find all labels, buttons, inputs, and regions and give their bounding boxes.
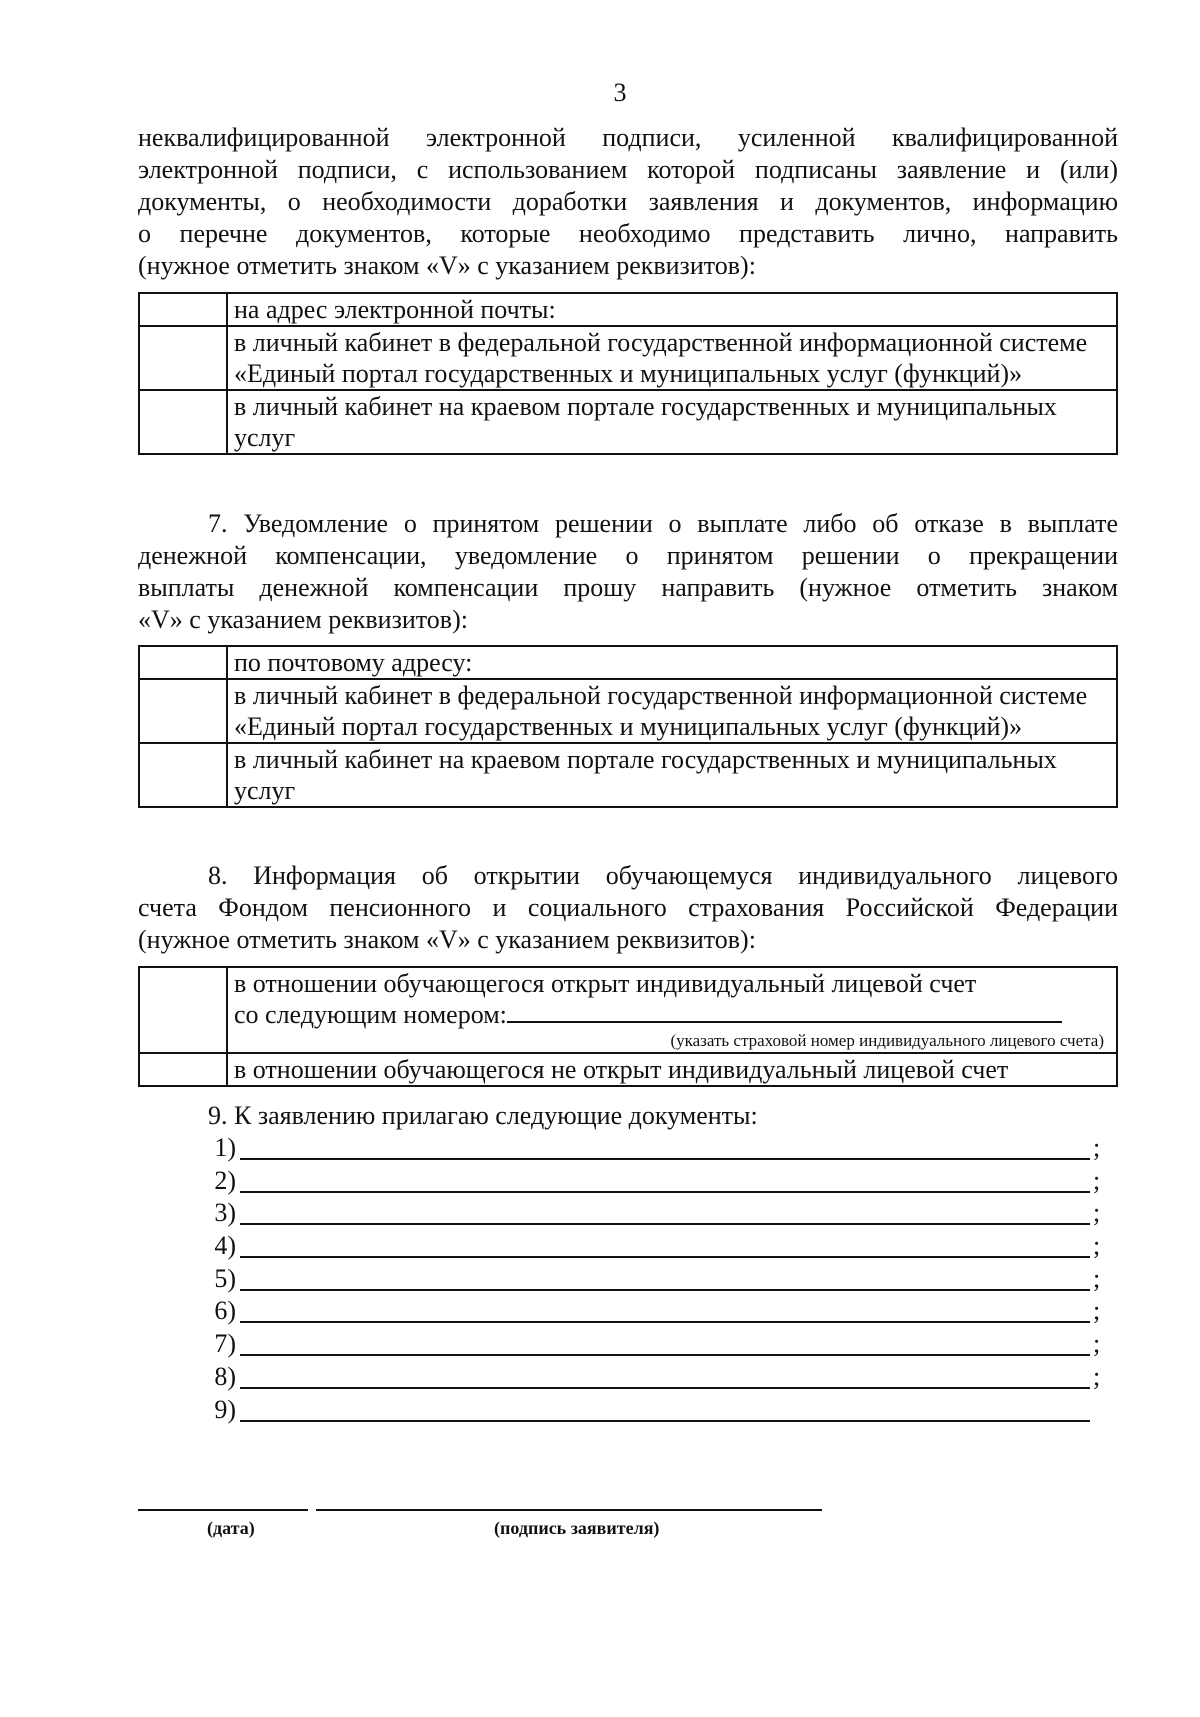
document-field[interactable] <box>240 1354 1090 1356</box>
item-terminator: ; <box>1093 1361 1101 1391</box>
signature-field[interactable] <box>316 1509 822 1511</box>
list-item <box>200 1296 1110 1329</box>
document-field[interactable] <box>240 1158 1090 1160</box>
option-text: на адрес электронной почты: <box>227 293 1117 326</box>
checkbox-cell[interactable] <box>139 679 227 743</box>
list-item <box>200 1231 1110 1264</box>
list-item <box>200 1362 1110 1395</box>
document-field[interactable] <box>240 1256 1090 1258</box>
intro-paragraph <box>138 122 1118 282</box>
section-8-line: 8. Информация об открытии обучающемуся индивидуального лицевого <box>208 861 1118 890</box>
item-terminator: ; <box>1093 1263 1101 1293</box>
section-7-line: денежной компенсации, уведомление о принятом решении о прекращении <box>138 541 1118 570</box>
item-number: 4) <box>214 1231 236 1261</box>
option-text: в личный кабинет в федеральной государственной информационной системе «Единый портал государственных и муниципальных услуг (функций)» <box>227 326 1117 390</box>
option-text: в отношении обучающегося не открыт индивидуальный лицевой счет <box>227 1053 1117 1086</box>
section-7-paragraph <box>138 508 1118 636</box>
account-options-table <box>138 966 1118 1087</box>
account-number-field[interactable] <box>507 999 1062 1023</box>
page-number: 3 <box>613 78 627 107</box>
date-caption: (дата) <box>207 1518 255 1538</box>
list-item <box>200 1264 1110 1297</box>
document-field[interactable] <box>240 1321 1090 1323</box>
signature-caption: (подпись заявителя) <box>494 1518 660 1538</box>
section-8-paragraph <box>138 860 1118 956</box>
option-text: по почтовому адресу: <box>227 646 1117 679</box>
date-field[interactable] <box>138 1509 308 1511</box>
document-field[interactable] <box>240 1420 1090 1422</box>
list-item <box>200 1198 1110 1231</box>
document-field[interactable] <box>240 1289 1090 1291</box>
checkbox-cell[interactable] <box>139 293 227 326</box>
intro-line: о перечне документов, которые необходимо представить лично, направить <box>138 219 1118 248</box>
section-8-line: (нужное отметить знаком «V» с указанием реквизитов): <box>138 925 756 954</box>
item-number: 6) <box>214 1296 236 1326</box>
account-number-label: со следующим номером: <box>234 1000 507 1029</box>
intro-line: (нужное отметить знаком «V» с указанием реквизитов): <box>138 251 756 280</box>
section-7-line: выплаты денежной компенсации прошу направить (нужное отметить знаком <box>138 573 1118 602</box>
item-terminator: ; <box>1093 1165 1101 1195</box>
account-opened-text: в отношении обучающегося открыт индивидуальный лицевой счет <box>234 969 977 998</box>
list-item <box>200 1133 1110 1166</box>
item-terminator: ; <box>1093 1198 1101 1228</box>
intro-line: неквалифицированной электронной подписи, усиленной квалифицированной <box>138 123 1118 152</box>
intro-line: электронной подписи, с использованием которой подписаны заявление и (или) <box>138 155 1118 184</box>
item-number: 7) <box>214 1329 236 1359</box>
section-7-line: 7. Уведомление о принятом решении о выплате либо об отказе в выплате <box>208 509 1118 538</box>
item-number: 1) <box>214 1133 236 1162</box>
intro-line: документы, о необходимости доработки заявления и документов, информацию <box>138 187 1118 216</box>
section-9-heading: 9. К заявлению прилагаю следующие документы: <box>208 1101 758 1130</box>
item-terminator: ; <box>1093 1296 1101 1326</box>
item-number: 9) <box>214 1394 236 1424</box>
attached-documents-list <box>200 1133 1110 1427</box>
section-8-line: счета Фондом пенсионного и социального страхования Российской Федерации <box>138 893 1118 922</box>
checkbox-cell[interactable] <box>139 390 227 454</box>
table-row <box>139 967 1117 1053</box>
account-number-line <box>234 999 1110 1030</box>
table-row <box>139 390 1117 454</box>
list-item <box>200 1329 1110 1362</box>
item-number: 3) <box>214 1198 236 1228</box>
checkbox-cell[interactable] <box>139 743 227 807</box>
delivery-options-table <box>138 292 1118 455</box>
table-row <box>139 646 1117 679</box>
list-item <box>200 1166 1110 1199</box>
option-text: в личный кабинет на краевом портале государственных и муниципальных услуг <box>227 390 1117 454</box>
item-number: 5) <box>214 1263 236 1293</box>
checkbox-cell[interactable] <box>139 646 227 679</box>
item-terminator: ; <box>1093 1231 1101 1261</box>
item-terminator: ; <box>1093 1329 1101 1359</box>
option-text <box>227 967 1117 1053</box>
table-row <box>139 326 1117 390</box>
checkbox-cell[interactable] <box>139 326 227 390</box>
table-row <box>139 679 1117 743</box>
document-field[interactable] <box>240 1387 1090 1389</box>
option-text: в личный кабинет на краевом портале государственных и муниципальных услуг <box>227 743 1117 807</box>
table-row <box>139 293 1117 326</box>
section-7-line: «V» с указанием реквизитов): <box>138 605 468 634</box>
document-field[interactable] <box>240 1191 1090 1193</box>
item-terminator: ; <box>1093 1133 1101 1162</box>
table-row <box>139 743 1117 807</box>
table-row <box>139 1053 1117 1086</box>
item-number: 2) <box>214 1165 236 1195</box>
account-number-hint: (указать страховой номер индивидуального лицевого счета) <box>670 1031 1104 1050</box>
document-field[interactable] <box>240 1223 1090 1225</box>
list-item <box>200 1395 1110 1428</box>
checkbox-cell[interactable] <box>139 1053 227 1086</box>
option-text: в личный кабинет в федеральной государственной информационной системе «Единый портал государственных и муниципальных услуг (функций)» <box>227 679 1117 743</box>
notice-options-table <box>138 645 1118 808</box>
item-number: 8) <box>214 1361 236 1391</box>
checkbox-cell[interactable] <box>139 967 227 1053</box>
